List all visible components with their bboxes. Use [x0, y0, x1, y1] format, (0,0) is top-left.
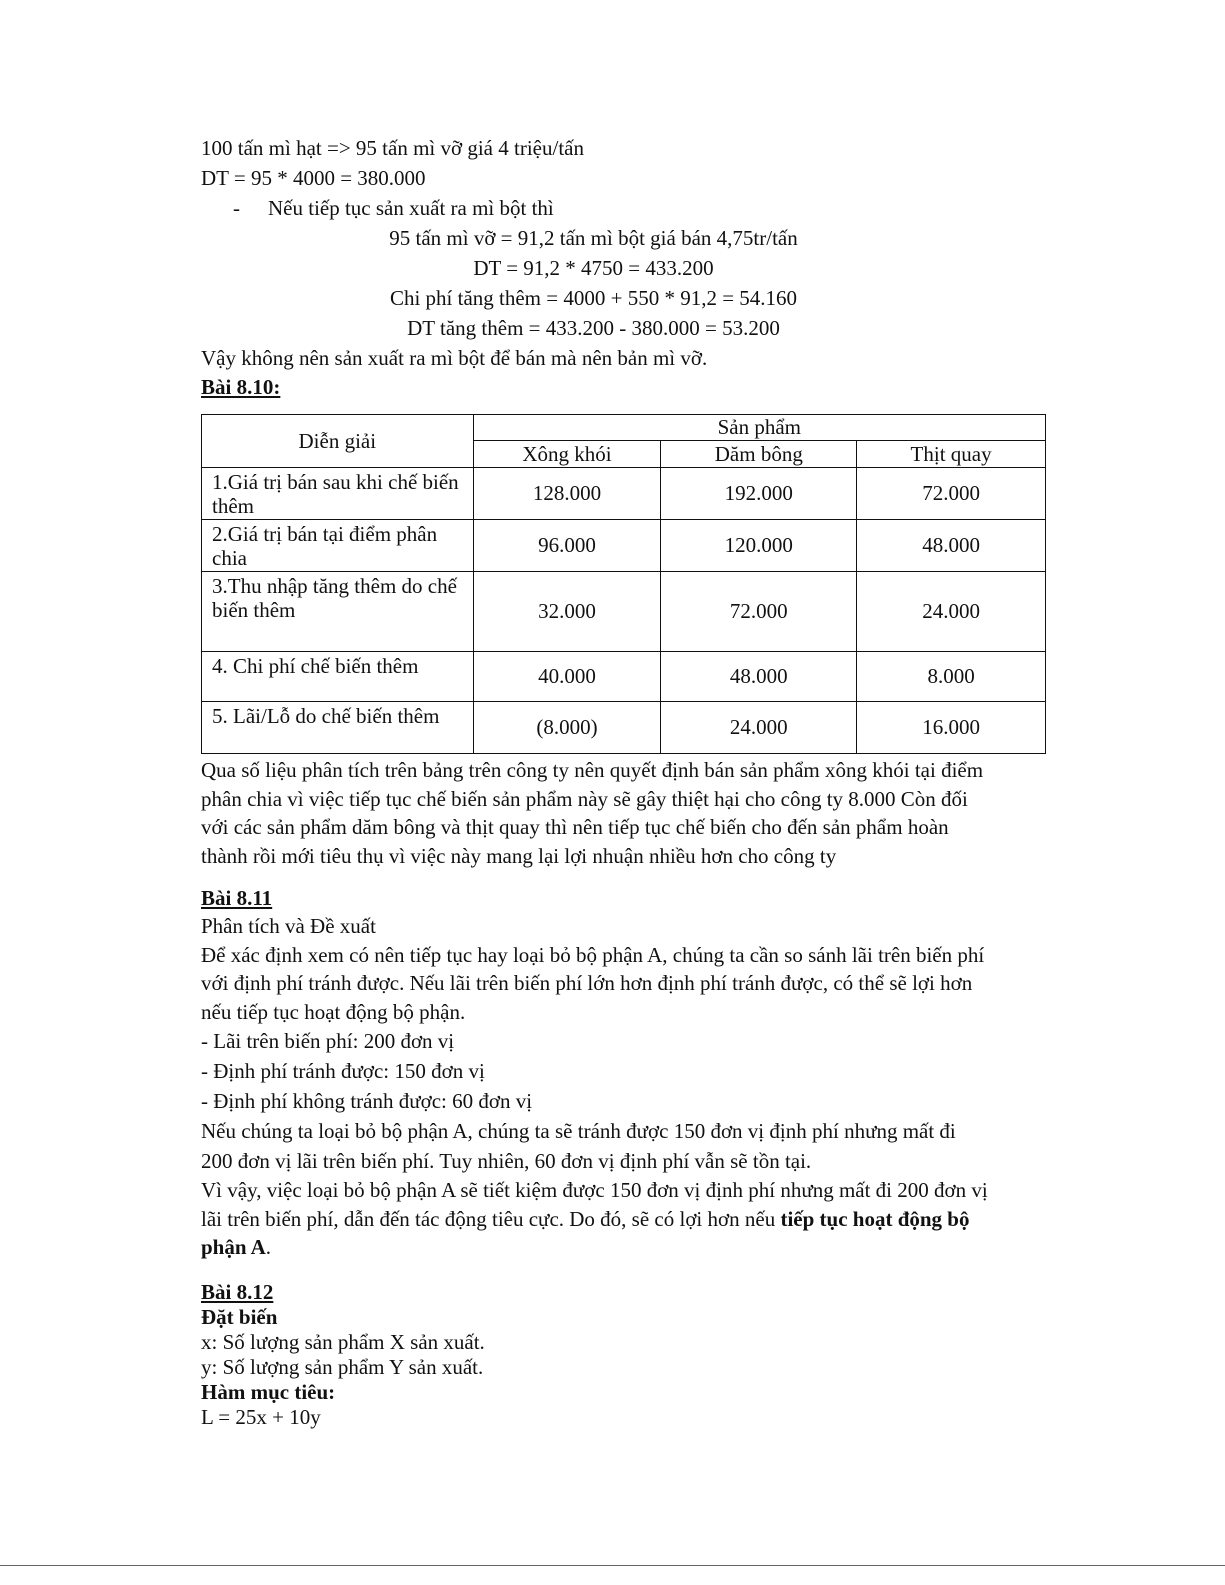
document-page [201, 133, 1046, 1430]
cell-value: (8.000) [473, 702, 661, 754]
subtitle-analysis: Phân tích và Đề xuất [201, 914, 376, 938]
list-item: - Lãi trên biến phí: 200 đơn vị [201, 1029, 455, 1053]
header-description: Diễn giải [202, 415, 474, 468]
analysis-paragraph [201, 756, 1046, 870]
header-product-group: Sản phẩm [473, 415, 1045, 441]
header-product: Dăm bông [661, 441, 857, 468]
variables-title: Đặt biến [201, 1304, 278, 1329]
paragraph-line [201, 1205, 1046, 1234]
bullet-text: Nếu tiếp tục sản xuất ra mì bột thì [268, 196, 554, 220]
intro-line: nếu tiếp tục hoạt động bộ phận. [201, 999, 466, 1024]
analysis-table [201, 414, 1046, 754]
cell-value: 96.000 [473, 520, 661, 572]
analysis-line: phân chia vì việc tiếp tục chế biến sản phẩm này sẽ gây thiệt hại cho công ty 8.000 Còn đối [201, 786, 968, 811]
header-product: Thịt quay [857, 441, 1046, 468]
cell-value: 32.000 [473, 572, 661, 652]
table-row [202, 572, 1046, 652]
emphasis-text: phận A [201, 1235, 266, 1259]
cell-value: 8.000 [857, 652, 1046, 702]
bullet-item [201, 193, 1046, 223]
table-row [202, 652, 1046, 702]
paragraph-line: 200 đơn vị lãi trên biến phí. Tuy nhiên, 60 đơn vị định phí vẫn sẽ tồn tại. [201, 1149, 812, 1173]
cell-value: 128.000 [473, 468, 661, 520]
calc-conclusion: Vậy không nên sản xuất ra mì bột để bán mà nên bản mì vỡ. [201, 346, 708, 370]
analysis-line: với các sản phẩm dăm bông và thịt quay thì nên tiếp tục chế biến cho đến sản phẩm hoàn [201, 815, 949, 839]
row-label: 3.Thu nhập tăng thêm do chế biến thêm [202, 572, 474, 652]
objective-function: L = 25x + 10y [201, 1404, 321, 1429]
emphasis-text: tiếp tục hoạt động bộ [780, 1206, 970, 1231]
table-row [202, 520, 1046, 572]
paragraph-3 [201, 1176, 1046, 1262]
table-row [202, 702, 1046, 754]
paragraph-text: . [265, 1235, 272, 1259]
cell-value: 24.000 [661, 702, 857, 754]
cell-value: 40.000 [473, 652, 661, 702]
cell-value: 72.000 [661, 572, 857, 652]
calc-line-1: 100 tấn mì hạt => 95 tấn mì vỡ giá 4 triệu/tấn [201, 136, 584, 160]
intro-line: với định phí tránh được. Nếu lãi trên biến phí lớn hơn định phí tránh được, có thể sẽ lợi hơn [201, 971, 973, 995]
analysis-line: Qua số liệu phân tích trên bảng trên công ty nên quyết định bán sản phẩm xông khói tại điểm [201, 758, 984, 782]
intro-paragraph [201, 941, 1046, 1027]
calc-centered-2: DT = 91,2 * 4750 = 433.200 [473, 256, 714, 280]
variable-x: x: Số lượng sản phẩm X sản xuất. [201, 1329, 485, 1354]
paragraph-line [201, 1233, 1046, 1262]
calc-line-2: DT = 95 * 4000 = 380.000 [201, 166, 426, 190]
intro-line: Để xác định xem có nên tiếp tục hay loại bỏ bộ phận A, chúng ta cần so sánh lãi trên biến phí [201, 942, 985, 967]
paragraph-line: Nếu chúng ta loại bỏ bộ phận A, chúng ta sẽ tránh được 150 đơn vị định phí nhưng mất đi [201, 1119, 956, 1143]
cell-value: 48.000 [857, 520, 1046, 572]
cell-value: 192.000 [661, 468, 857, 520]
paragraph-line: Vì vậy, việc loại bỏ bộ phận A sẽ tiết kiệm được 150 đơn vị định phí nhưng mất đi 200 đơn vị [201, 1178, 988, 1202]
paragraph-text: lãi trên biến phí, dẫn đến tác động tiêu cực. Do đó, sẽ có lợi hơn nếu [201, 1206, 781, 1231]
list-item: - Định phí tránh được: 150 đơn vị [201, 1059, 485, 1083]
list-item: - Định phí không tránh được: 60 đơn vị [201, 1089, 533, 1113]
heading-bai-8-12: Bài 8.12 [201, 1279, 274, 1304]
calc-centered-1: 95 tấn mì vỡ = 91,2 tấn mì bột giá bán 4,75tr/tấn [389, 226, 798, 250]
objective-title: Hàm mục tiêu: [201, 1379, 336, 1404]
variable-y: y: Số lượng sản phẩm Y sản xuất. [201, 1354, 484, 1379]
bullet-dash: - [233, 196, 240, 220]
cell-value: 120.000 [661, 520, 857, 572]
cell-value: 16.000 [857, 702, 1046, 754]
heading-bai-8-11: Bài 8.11 [201, 886, 273, 910]
page-bottom-divider [0, 1565, 1225, 1566]
row-label: 1.Giá trị bán sau khi chế biến thêm [202, 468, 474, 520]
row-label: 5. Lãi/Lỗ do chế biến thêm [202, 702, 474, 754]
table-row [202, 468, 1046, 520]
row-label: 4. Chi phí chế biến thêm [202, 652, 474, 702]
calc-centered-4: DT tăng thêm = 433.200 - 380.000 = 53.200 [407, 316, 780, 340]
row-label: 2.Giá trị bán tại điểm phân chia [202, 520, 474, 572]
cell-value: 24.000 [857, 572, 1046, 652]
cell-value: 72.000 [857, 468, 1046, 520]
calc-centered-3: Chi phí tăng thêm = 4000 + 550 * 91,2 = 54.160 [389, 286, 798, 310]
cell-value: 48.000 [661, 652, 857, 702]
heading-bai-8-10: Bài 8.10: [201, 375, 281, 399]
paragraph-2 [201, 1116, 1046, 1176]
analysis-line: thành rồi mới tiêu thụ vì việc này mang lại lợi nhuận nhiều hơn cho công ty [201, 843, 837, 868]
header-product: Xông khói [473, 441, 661, 468]
